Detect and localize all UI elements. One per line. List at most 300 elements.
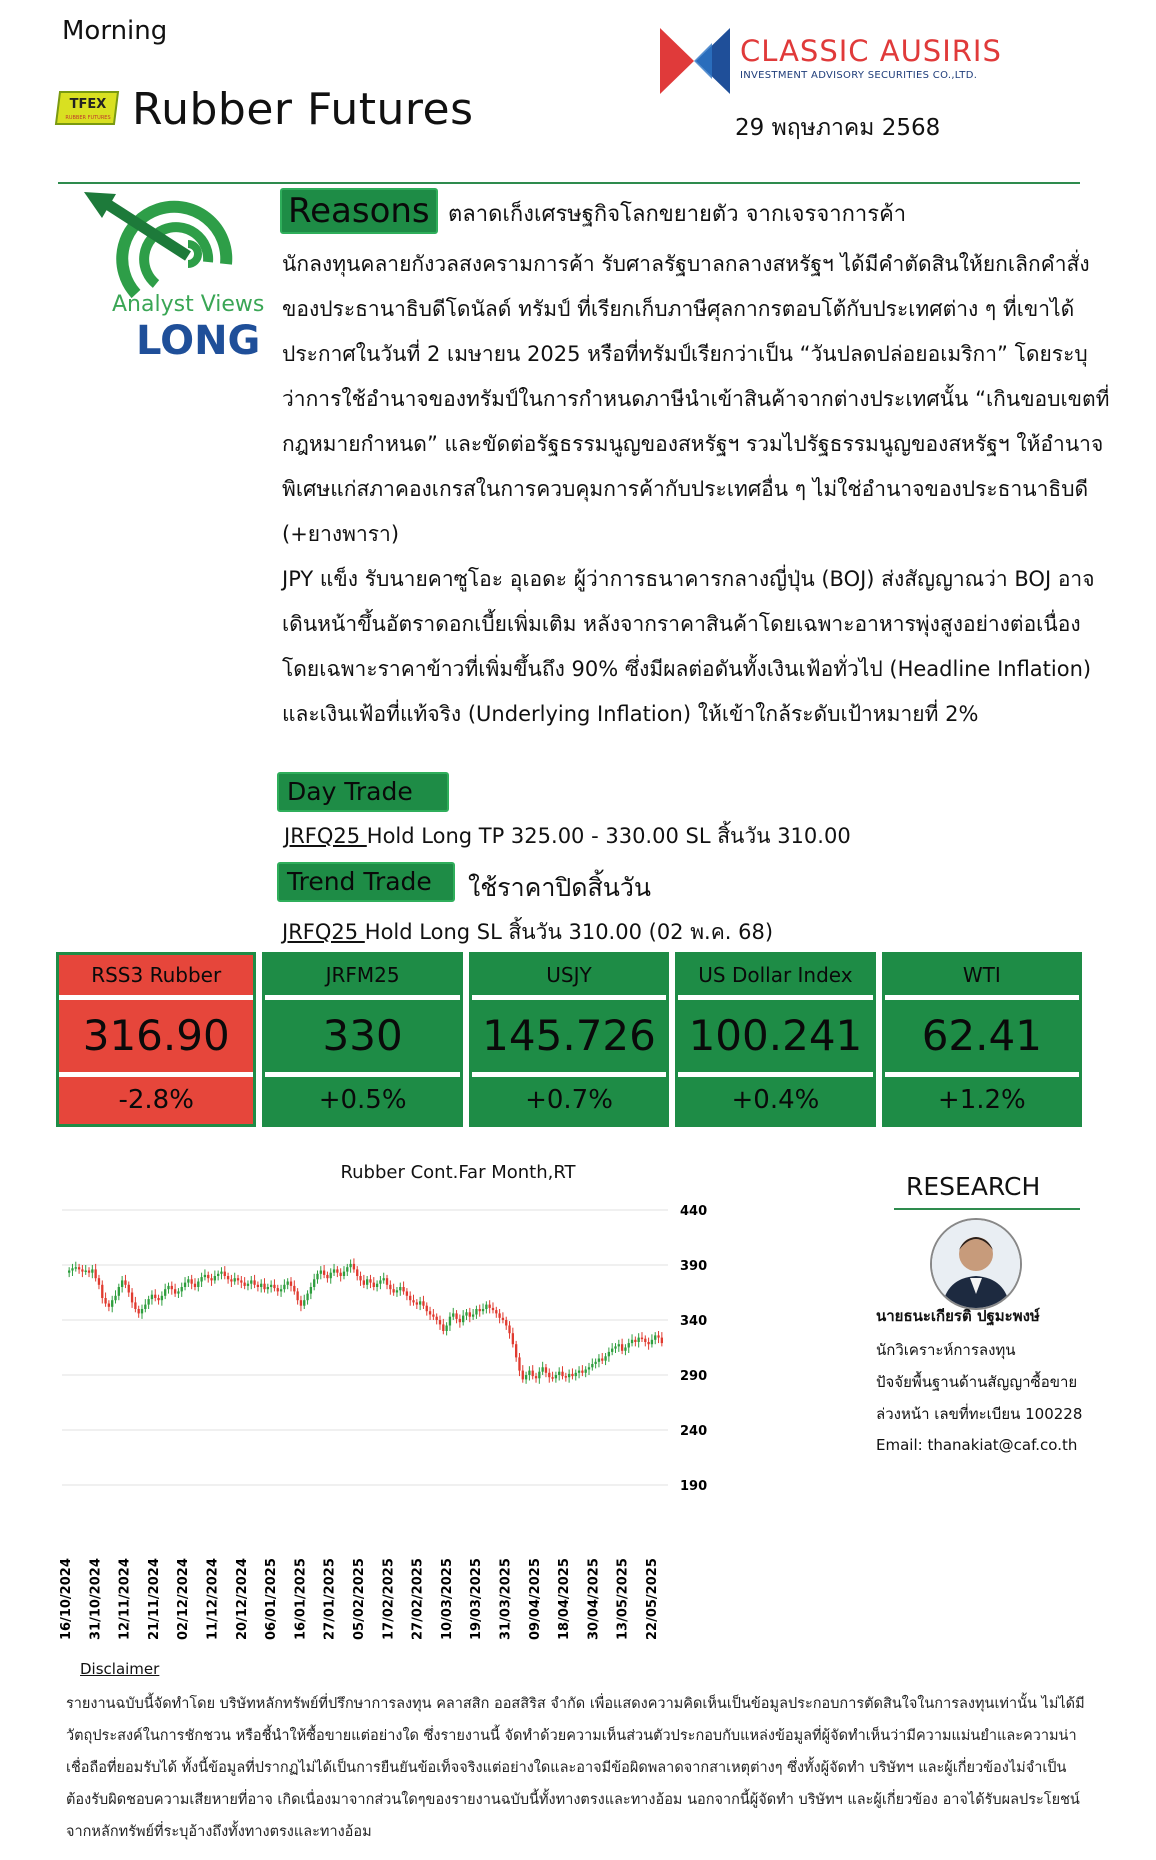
candle-body [396,1290,398,1292]
candle [604,1353,606,1365]
candle [585,1366,587,1377]
candle [376,1280,378,1291]
candle-body [273,1285,275,1288]
candle-body [290,1282,292,1286]
x-tick-label: 19/03/2025 [469,1558,485,1640]
candle [459,1315,461,1328]
candle-body [167,1286,169,1289]
candle [197,1278,199,1291]
candle [455,1310,457,1323]
candle-body [555,1375,557,1378]
candle-body [386,1278,388,1285]
analyst-name: นายธนะเกียรติ ปฐมะพงษ์ [876,1307,1040,1325]
x-tick-label: 18/04/2025 [557,1558,573,1640]
candle-body [101,1285,103,1298]
candle-body [240,1280,242,1282]
candle-body [164,1289,166,1296]
candle-body [614,1346,616,1348]
tile-name: RSS3 Rubber [59,955,253,1000]
day-trade-line [284,820,851,853]
x-tick-label: 16/10/2024 [59,1558,74,1640]
candle [124,1275,126,1288]
reasons-headline: ตลาดเก็งเศรษฐกิจโลกขยายตัว จากเจรจาการค้า [448,202,907,227]
candle [161,1291,163,1305]
candle-body [243,1283,245,1286]
candle-body [217,1274,219,1276]
candle-body [366,1279,368,1285]
candle-body [134,1302,136,1309]
candle [618,1340,620,1352]
candle [247,1280,249,1290]
candle [290,1277,292,1291]
candle-body [151,1295,153,1299]
candle [98,1275,100,1289]
candle-body [436,1317,438,1320]
candle [366,1276,368,1289]
candle [330,1268,332,1283]
candle [436,1313,438,1324]
y-tick-label: 340 [680,1314,708,1329]
candle [313,1274,315,1291]
candle-body [111,1300,113,1307]
candle-body [379,1280,381,1283]
y-tick-label: 190 [680,1479,708,1494]
candle [512,1328,514,1348]
candle [346,1264,348,1276]
candle [293,1280,295,1294]
candle-body [174,1289,176,1293]
candle-body [227,1276,229,1279]
candle-body [118,1287,120,1296]
candle [571,1368,573,1379]
candle-body [551,1377,553,1379]
candle [462,1310,464,1325]
tile-name: JRFM25 [265,955,459,1000]
candle-body [234,1278,236,1281]
report-date: 29 พฤษภาคม 2568 [735,115,941,141]
analyst-avatar [930,1218,1022,1310]
candle [164,1284,166,1299]
candle-body [492,1308,494,1310]
x-tick-label: 27/01/2025 [322,1558,338,1640]
reasons-paragraph-2: JPY แข็ง รับนายคาซูโอะ อุเอดะ ผู้ว่าการธนาคารกลางญี่ปุ่น (BOJ) ส่งสัญญาณว่า BOJ อาจเดินหน้าขึ้นอัตราดอกเบี้ยเพิ่มเติม หลังจากราคาสินค้าโดยเฉพาะอาหารพุ่งสูงอย่างต่อเนื่อง โดยเฉพาะราคาข้าวที่เพิ่มขึ้นถึง 90% ซึ่งมีผลต่อดันทั้งเงินเฟ้อทั่วไป (Headline Inflation) และเงินเฟ้อที่แท้จริง (Underlying Inflation) ให้เข้าใกล้ระดับเป้าหมายที่ 2% [282,567,1095,726]
candle-body [124,1280,126,1284]
candle-body [422,1301,424,1305]
candle [157,1295,159,1305]
candle [363,1275,365,1288]
candle [402,1282,404,1295]
candle [419,1297,421,1310]
candle [532,1365,534,1379]
candle-body [429,1311,431,1314]
y-tick-label: 290 [680,1369,708,1384]
x-tick-label: 31/10/2024 [88,1558,104,1640]
candle [151,1290,153,1304]
candle-body [353,1264,355,1270]
disclaimer-text: รายงานฉบับนี้จัดทำโดย บริษัทหลักทรัพย์ที่ปรึกษาการลงทุน คลาสสิก ออสสิริส จำกัด เพื่อแสดงความคิดเห็นเป็นข้อมูลประกอบการตัดสินใจในการลงทุนเท่านั้น ไม่ได้มีวัตถุประสงค์ในการชักชวน หรือชี้นำให้ซื้อขายแต่อย่างใด ซึ่งรายงานนี้ จัดทำด้วยความเห็นส่วนตัวประกอบกับแหล่งข้อมูลที่ผู้จัดทำเห็นว่ามีความแม่นยำและความน่าเชื่อถือที่ยอมรับได้ ทั้งนี้ข้อมูลที่ปรากฏไม่ได้เป็นการยืนยันข้อเท็จจริงแต่อย่างใดและอาจมีข้อผิดพลาดจากสาเหตุต่างๆ ซึ่งทั้งผู้จัดทำ บริษัทฯ และผู้เกี่ยวข้องไม่จำเป็นต้องรับผิดชอบความเสียหายที่อาจ เกิดเนื่องมาจากส่วนใดๆของรายงานฉบับนี้ทั้งทางตรงและทางอ้อม นอกจากนี้ผู้จัดทำ บริษัทฯ และผู้เกี่ยวข้อง อาจได้รับผลประโยชน์จากหลักทรัพย์ที่ระบุอ้างถึงทั้งทางตรงและทางอ้อม [66,1696,1085,1840]
tfex-logo [54,88,124,128]
candle-body [558,1372,560,1375]
candle-body [300,1300,302,1306]
candle [214,1271,216,1284]
candle [624,1344,626,1355]
candle-body [495,1310,497,1313]
x-tick-label: 20/12/2024 [234,1558,250,1640]
candle [316,1271,318,1284]
candle [177,1288,179,1298]
x-tick-label: 16/01/2025 [293,1558,309,1640]
x-tick-label: 21/11/2024 [146,1558,162,1640]
candle-body [409,1296,411,1300]
candle-body [502,1318,504,1320]
candle-body [121,1280,123,1287]
analyst-stance: LONG [136,318,261,364]
candle [654,1332,656,1344]
candle [661,1332,663,1346]
candle-body [383,1278,385,1280]
day-trade-text: Hold Long TP 325.00 - 330.00 SL สิ้นวัน 310.00 [366,824,851,848]
candle-body [657,1335,659,1337]
trend-trade-line [282,916,773,949]
candle-body [618,1344,620,1346]
candle-body [651,1340,653,1344]
candle-body [280,1289,282,1291]
candle-body [187,1279,189,1282]
candle-body [138,1309,140,1313]
candle [498,1309,500,1323]
candle-body [181,1287,183,1291]
candle [349,1260,351,1273]
candle [260,1279,262,1292]
x-tick-label: 10/03/2025 [439,1558,455,1640]
candle [601,1353,603,1364]
candle-body [88,1271,90,1273]
candle [263,1278,265,1292]
brand-subtitle: INVESTMENT ADVISORY SECURITIES CO.,LTD. [740,70,978,81]
tile-name: WTI [885,955,1079,1000]
candle-body [591,1364,593,1367]
candle-body [230,1279,232,1281]
candle-body [157,1298,159,1300]
candle-body [638,1338,640,1342]
candle-body [277,1288,279,1291]
candle [485,1301,487,1313]
candle [340,1268,342,1281]
candle-body [535,1376,537,1378]
candle [489,1300,491,1313]
candle-body [320,1271,322,1274]
candle [138,1306,140,1318]
candle-body [402,1287,404,1291]
candle-body [204,1275,206,1277]
candle [94,1264,96,1282]
candle-body [91,1269,93,1272]
research-divider [894,1208,1080,1210]
candle-body [512,1333,514,1344]
tile-jrfm25 [262,952,462,1127]
candle [359,1272,361,1286]
candle [449,1312,451,1331]
candle [406,1288,408,1300]
candle [230,1275,232,1287]
tile-usjy [469,952,669,1127]
candle [280,1285,282,1297]
candle [538,1367,540,1384]
day-trade-tag: Day Trade [277,772,449,812]
candle [638,1333,640,1347]
trend-trade-symbol: JRFQ25 [282,920,365,944]
edition-label: Morning [62,16,168,46]
candle-body [293,1286,295,1292]
x-tick-label: 09/04/2025 [527,1558,543,1640]
candle-body [532,1371,534,1377]
candle-body [575,1373,577,1376]
candle-body [237,1278,239,1280]
candle [277,1285,279,1296]
candle-body [469,1312,471,1316]
tile-value: 145.726 [472,1000,666,1077]
candle-body [296,1291,298,1300]
candle [505,1317,507,1330]
candle-body [439,1320,441,1324]
tile-change: -2.8% [118,1085,194,1115]
candle [287,1278,289,1289]
candle-body [541,1367,543,1371]
candle [353,1258,355,1272]
candle-body [114,1296,116,1300]
tile-name: US Dollar Index [678,955,872,1000]
candle [257,1282,259,1292]
chart-candles [68,1258,663,1383]
candle [522,1365,524,1383]
candle [492,1302,494,1313]
rubber-price-chart [58,1150,858,1650]
candle [240,1276,242,1288]
candle [465,1309,467,1320]
candle [154,1289,156,1301]
candle-body [445,1326,447,1332]
candle-body [247,1284,249,1286]
candle-body [310,1287,312,1294]
candle [541,1362,543,1375]
candle-body [452,1313,454,1316]
candle-body [323,1271,325,1275]
candle [392,1284,394,1296]
candle-body [442,1324,444,1331]
candle [210,1274,212,1286]
candle-body [171,1286,173,1289]
candle [310,1283,312,1300]
candle-body [94,1269,96,1278]
candle-body [545,1367,547,1373]
candle-body [568,1374,570,1377]
candle [614,1343,616,1353]
candle-body [161,1296,163,1300]
trend-trade-tag: Trend Trade [277,862,455,902]
candle-body [287,1282,289,1285]
candle-body [263,1284,265,1290]
candle-body [98,1278,100,1285]
candle-body [306,1294,308,1301]
candle [644,1335,646,1346]
candle-body [336,1269,338,1272]
candle-body [220,1272,222,1274]
candle-body [373,1283,375,1287]
x-tick-label: 22/05/2025 [645,1558,660,1640]
candle [147,1296,149,1309]
candle [167,1283,169,1294]
candle-body [392,1289,394,1292]
candle-body [141,1309,143,1313]
candle [300,1296,302,1311]
candle [273,1279,275,1291]
candle-body [628,1343,630,1347]
candle [174,1284,176,1297]
trend-trade-note: ใช้ราคาปิดสิ้นวัน [468,873,651,902]
candle-body [416,1302,418,1304]
candle [320,1266,322,1279]
candle-body [406,1291,408,1295]
candle-body [479,1309,481,1311]
reasons-paragraph-1: นักลงทุนคลายกังวลสงครามการค้า รับศาลรัฐบาลกลางสหรัฐฯ ได้มีคำตัดสินให้ยกเลิกคำสั่งของประธานาธิบดีโดนัลด์ ทรัมป์ ที่เรียกเก็บภาษีศุลกากรตอบโต้กับประเทศต่าง ๆ ที่เขาได้ประกาศในวันที่ 2 เมษายน 2025 หรือที่ทรัมป์เรียกว่าเป็น “วันปลดปล่อยอเมริกา” โดยระบุว่าการใช้อำนาจของทรัมป์ในการกำหนดภาษีนำเข้าสินค้าจากต่างประเทศนั้น “เกินขอบเขตที่กฎหมายกำหนด” และขัดต่อรัฐธรรมนูญของสหรัฐฯ รวมไปรัฐธรรมนูญของสหรัฐฯ ให้อำนาจพิเศษแก่สภาคองเกรสในการควบคุมการค้ากับประเทศอื่น ๆ ไม่ใช่อำนาจของประธานาธิบดี (+ยางพารา) [282,252,1110,546]
candle [561,1366,563,1379]
candle [121,1276,123,1293]
candle [191,1275,193,1289]
chart-title: Rubber Cont.Far Month,RT [340,1162,576,1183]
candle [621,1339,623,1354]
candle [432,1309,434,1320]
candle [141,1305,143,1319]
candle-body [399,1287,401,1290]
candle [373,1277,375,1290]
x-tick-label: 13/05/2025 [615,1558,631,1640]
candle [379,1276,381,1289]
x-tick-label: 27/02/2025 [410,1558,426,1640]
page-title: Rubber Futures [132,84,474,135]
candle [200,1273,202,1287]
candle [224,1266,226,1279]
candle-body [333,1269,335,1272]
candle [283,1279,285,1292]
x-tick-label: 31/03/2025 [498,1558,514,1640]
reasons-tag: Reasons [280,188,438,234]
candle-body [508,1326,510,1334]
candle-body [128,1285,130,1293]
candle-body [647,1342,649,1344]
candle [171,1282,173,1295]
candle [631,1334,633,1346]
candle-body [482,1309,484,1311]
candle [551,1372,553,1382]
candle-body [346,1267,348,1271]
candle [227,1273,229,1284]
candle [472,1309,474,1320]
candle [528,1366,530,1380]
candle [187,1276,189,1287]
candle [439,1316,441,1330]
candle-body [330,1273,332,1279]
candle-body [316,1274,318,1280]
x-tick-label: 12/11/2024 [117,1558,133,1640]
analyst-role: นักวิเคราะห์การลงทุน [876,1341,1016,1359]
candle [442,1319,444,1334]
candle [234,1273,236,1285]
tile-change: +0.4% [731,1085,820,1115]
candle-body [144,1305,146,1309]
analyst-license-2: ล่วงหน้า เลขที่ทะเบียน 100228 [876,1405,1083,1423]
analyst-views-label: Analyst Views [112,292,265,317]
tile-wti [882,952,1082,1127]
candle-body [585,1370,587,1373]
candle [184,1277,186,1290]
candle [495,1307,497,1318]
candle [608,1348,610,1362]
candle-body [68,1271,70,1273]
candle-body [359,1276,361,1280]
candle-body [75,1267,77,1269]
candle-body [343,1272,345,1276]
candle-body [604,1356,606,1360]
candle-body [522,1371,524,1380]
candle [389,1280,391,1294]
candle [114,1290,116,1303]
candle-body [224,1272,226,1276]
candle [578,1366,580,1378]
candle-body [356,1269,358,1276]
candle-body [71,1268,73,1270]
candle [634,1337,636,1347]
tile-change: +0.7% [525,1085,613,1115]
candle [641,1332,643,1342]
candle [71,1264,73,1276]
candle [333,1264,335,1276]
day-trade-symbol: JRFQ25 [284,824,367,848]
tile-name: USJY [472,955,666,1000]
candle [134,1297,136,1312]
candle [217,1271,219,1281]
candle-body [578,1371,580,1373]
x-tick-label: 02/12/2024 [176,1558,192,1640]
candle [194,1278,196,1290]
market-tiles [56,952,1082,1127]
candle-body [475,1309,477,1315]
candle [548,1368,550,1382]
candle [647,1338,649,1350]
candle [475,1306,477,1319]
candle [326,1272,328,1283]
candle-body [412,1300,414,1302]
candle [323,1265,325,1278]
candle [243,1277,245,1289]
candle-body [449,1317,451,1326]
y-tick-label: 240 [680,1424,708,1439]
candle-body [376,1284,378,1287]
candle-body [191,1279,193,1283]
candle [144,1299,146,1312]
candle [237,1275,239,1285]
candle-body [303,1300,305,1306]
candle-body [462,1316,464,1323]
candle [588,1363,590,1375]
candle-body [194,1284,196,1287]
candle-body [250,1280,252,1283]
candle [575,1370,577,1381]
candle [399,1283,401,1296]
candle [131,1288,133,1308]
candle-body [283,1285,285,1289]
candle [386,1275,388,1289]
candle-body [214,1276,216,1280]
